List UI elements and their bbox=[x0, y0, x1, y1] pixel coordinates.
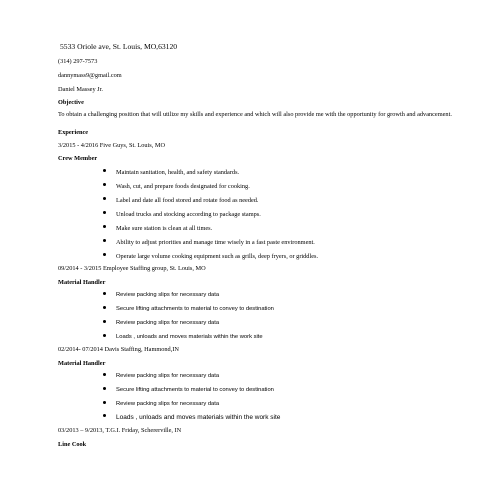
contact-email: dannymass9@gmail.com bbox=[58, 72, 122, 79]
job-title: Crew Member bbox=[58, 155, 98, 162]
job-dates-company: 09/2014 - 3/2015 Employee Staffing group, St. Louis, MO bbox=[58, 265, 206, 272]
job-title: Line Cook bbox=[58, 441, 87, 448]
bullet-icon bbox=[103, 239, 106, 242]
bullet-icon bbox=[103, 253, 106, 256]
bullet-icon bbox=[103, 183, 106, 186]
bullet-icon bbox=[103, 334, 106, 337]
job-title: Material Handler bbox=[58, 360, 106, 367]
job-dates-company: 02/2014- 07/2014 Davis Staffing, Hammond,IN bbox=[58, 346, 179, 353]
bullet-icon bbox=[103, 401, 106, 404]
experience-heading: Experience bbox=[58, 129, 89, 136]
contact-name: Daniel Massey Jr. bbox=[58, 86, 103, 93]
bullet-icon bbox=[103, 306, 106, 309]
job-title: Material Handler bbox=[58, 279, 106, 286]
bullet-icon bbox=[103, 373, 106, 376]
bullet-icon bbox=[103, 387, 106, 390]
objective-text: To obtain a challenging position that will utilize my skills and experience and which will also provide me with the opportunity for growth and advancement. bbox=[58, 111, 452, 118]
bullet-icon bbox=[103, 197, 106, 200]
bullet-icon bbox=[103, 211, 106, 214]
bullet-icon bbox=[103, 414, 106, 417]
contact-phone: (314) 297-7573 bbox=[58, 58, 98, 65]
contact-address: 5533 Oriole ave, St. Louis, MO,63120 bbox=[60, 42, 178, 51]
job-dates-company: 3/2015 - 4/2016 Five Guys, St. Louis, MO bbox=[58, 142, 166, 149]
bullet-icon bbox=[103, 169, 106, 172]
job-dates-company: 03/2013 – 9/2013, T.G.I. Friday, Schererville, IN bbox=[58, 427, 182, 434]
bullet-icon bbox=[103, 320, 106, 323]
bullet-icon bbox=[103, 292, 106, 295]
bullet-icon bbox=[103, 225, 106, 228]
resume-page: 5533 Oriole ave, St. Louis, MO,63120 (314) 297-7573 dannymass9@gmail.com Daniel Massey Jr. Objective To obtain a challenging position that will utilize my skills and experience and which will also provide me with the opportunity for growth and advancement. Experience 3/2015 - 4/2016 Five Guys, St. Louis, MO Crew Member Maintain sanitation, health, and safety standards. Wash, cut, and prepare foods designated for cooking. Label and date all food stored and rotate food as needed. Unload trucks and stocking according to package stamps. Make sure station is clean at all times. Ability to adjust priorities and manage time wisely in a fast paste environment. Operate large volume cooking equipment such as grills, deep fryers, or griddles. 09/2014 - 3/2015 Employee Staffing group, St. Louis, MO Material Handler Review packing slips for necessary data Secure lifting attachments to material to convey to destination Review packing slips for necessary data Loads , unloads and moves materials within the work site 02/2014- 07/2014 Davis Staffing, Hammond,IN Material Handler Review packing slips for necessary data Secure lifting attachments to material to convey to destination Review packing slips for necessary data Loads , unloads and moves materials within the work site 03/2013 – 9/2013, T.G.I. Friday, Schererville, IN Line Cook bbox=[0, 0, 495, 495]
objective-heading: Objective bbox=[58, 99, 84, 106]
